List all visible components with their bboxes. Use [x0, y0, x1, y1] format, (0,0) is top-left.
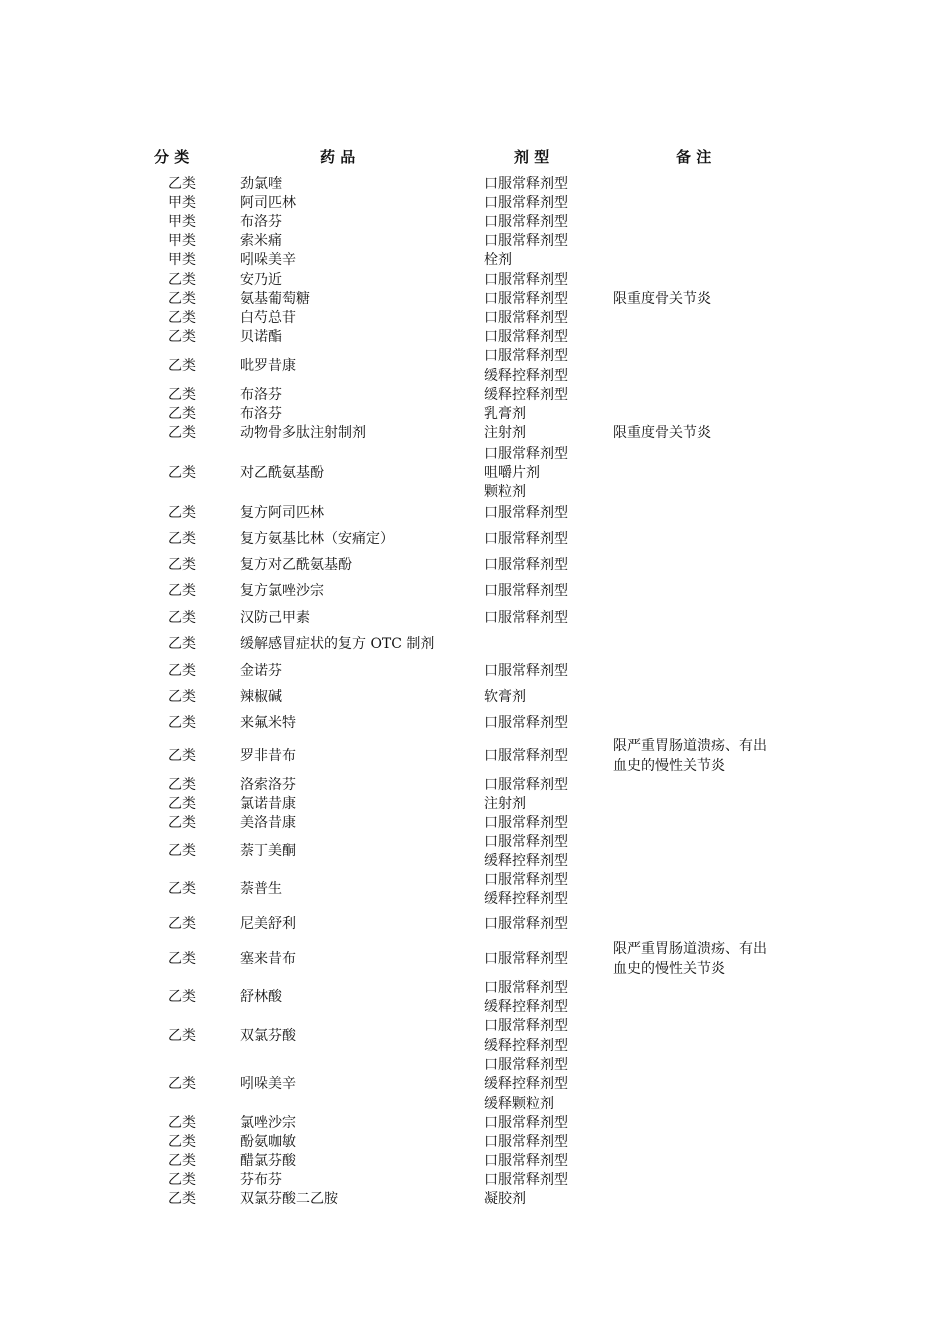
dosage-form-cell	[484, 251, 512, 271]
remarks-cell	[613, 530, 813, 549]
drug-name-cell: 复方阿司匹林	[240, 504, 324, 521]
header-dosage-form: 剂 型	[514, 148, 550, 166]
dosage-form-cell	[484, 175, 568, 194]
dosage-form-line: 口服常释剂型	[484, 776, 568, 793]
drug-name-cell: 复方氨基比林（安痛定）	[240, 530, 394, 547]
remarks-line: 血史的慢性关节炎	[613, 960, 725, 977]
dosage-form-line: 口服常释剂型	[484, 328, 568, 345]
drug-name-cell: 酚氨咖敏	[240, 1133, 296, 1150]
table-row	[0, 309, 950, 328]
dosage-form-cell	[484, 1190, 526, 1209]
dosage-form-line: 口服常释剂型	[484, 662, 568, 679]
category-cell: 乙类	[168, 1027, 196, 1044]
table-row	[0, 795, 950, 814]
dosage-form-cell	[484, 714, 568, 733]
dosage-form-line: 口服常释剂型	[484, 582, 568, 599]
table-row	[0, 530, 950, 549]
drug-name-cell: 罗非昔布	[240, 747, 296, 764]
dosage-form-line: 口服常释剂型	[484, 232, 568, 249]
remarks-cell	[613, 556, 813, 575]
remarks-line: 限重度骨关节炎	[613, 290, 711, 307]
dosage-form-cell	[484, 424, 526, 443]
category-cell: 乙类	[168, 747, 196, 764]
table-row	[0, 688, 950, 707]
drug-name-cell: 醋氯芬酸	[240, 1152, 296, 1169]
table-row	[0, 737, 950, 776]
dosage-form-cell	[484, 271, 568, 290]
table-row	[0, 328, 950, 347]
dosage-form-cell	[484, 290, 568, 309]
table-row	[0, 915, 950, 934]
dosage-form-cell	[484, 1056, 568, 1114]
dosage-form-cell	[484, 328, 568, 347]
dosage-form-line: 口服常释剂型	[484, 271, 568, 288]
drug-name-cell: 贝诺酯	[240, 328, 282, 345]
dosage-form-line: 缓释控释剂型	[484, 1037, 568, 1054]
category-cell: 乙类	[168, 915, 196, 932]
remarks-cell	[613, 1133, 813, 1152]
dosage-form-cell	[484, 609, 568, 628]
dosage-form-cell	[484, 309, 568, 328]
category-cell: 乙类	[168, 688, 196, 705]
drug-name-cell: 吲哚美辛	[240, 1076, 296, 1093]
category-cell: 乙类	[168, 843, 196, 860]
table-row	[0, 194, 950, 213]
drug-name-cell: 布洛芬	[240, 386, 282, 403]
remarks-cell	[613, 424, 813, 443]
table-row	[0, 1114, 950, 1133]
dosage-form-line: 口服常释剂型	[484, 530, 568, 547]
drug-name-cell: 双氯芬酸	[240, 1027, 296, 1044]
dosage-form-line: 口服常释剂型	[484, 979, 568, 996]
table-row	[0, 386, 950, 405]
dosage-form-line: 口服常释剂型	[484, 714, 568, 731]
dosage-form-line: 口服常释剂型	[484, 833, 568, 850]
drug-name-cell: 复方氯唑沙宗	[240, 582, 324, 599]
remarks-cell	[613, 504, 813, 523]
drug-name-cell: 吡罗昔康	[240, 357, 296, 374]
category-cell: 乙类	[168, 1114, 196, 1131]
category-cell: 乙类	[168, 530, 196, 547]
dosage-form-line: 口服常释剂型	[484, 445, 568, 462]
remarks-cell	[613, 979, 813, 1017]
table-row	[0, 290, 950, 309]
table-row	[0, 443, 950, 504]
drug-name-cell: 来氟米特	[240, 714, 296, 731]
remarks-line: 限严重胃肠道溃疡、有出	[613, 941, 767, 958]
drug-name-cell: 萘普生	[240, 881, 282, 898]
table-row	[0, 662, 950, 681]
header-remarks: 备 注	[676, 148, 712, 166]
remarks-cell	[613, 795, 813, 814]
dosage-form-line: 缓释控释剂型	[484, 853, 568, 869]
drug-name-cell: 动物骨多肽注射制剂	[240, 424, 366, 441]
dosage-form-line: 口服常释剂型	[484, 1171, 568, 1188]
dosage-form-line: 缓释控释剂型	[484, 367, 568, 384]
dosage-form-line: 口服常释剂型	[484, 1114, 568, 1131]
dosage-form-cell	[484, 386, 568, 405]
remarks-cell	[613, 290, 813, 309]
drug-name-cell: 吲哚美辛	[240, 252, 296, 269]
remarks-cell	[613, 737, 813, 776]
drug-name-cell: 氯诺昔康	[240, 795, 296, 812]
dosage-form-cell	[484, 915, 568, 934]
dosage-form-line: 口服常释剂型	[484, 1152, 568, 1169]
remarks-cell	[613, 1190, 813, 1209]
category-cell: 乙类	[168, 405, 196, 422]
drug-name-cell: 劲氯喹	[240, 175, 282, 192]
remarks-cell	[613, 251, 813, 271]
category-cell: 乙类	[168, 1076, 196, 1093]
dosage-form-line: 缓释控释剂型	[484, 999, 568, 1015]
dosage-form-line: 口服常释剂型	[484, 871, 568, 888]
category-cell: 乙类	[168, 881, 196, 898]
category-cell: 甲类	[168, 232, 196, 249]
table-row	[0, 609, 950, 628]
remarks-cell	[613, 1152, 813, 1171]
drug-name-cell: 缓解感冒症状的复方 OTC 制剂	[240, 635, 435, 652]
dosage-form-cell	[484, 688, 526, 707]
remarks-cell	[613, 271, 813, 290]
dosage-form-cell	[484, 556, 568, 575]
table-row	[0, 556, 950, 575]
remarks-cell	[613, 662, 813, 681]
dosage-form-cell	[484, 504, 568, 523]
dosage-form-cell	[484, 194, 568, 213]
dosage-form-line: 口服常释剂型	[484, 290, 568, 307]
drug-name-cell: 汉防己甲素	[240, 609, 310, 626]
remarks-cell	[613, 609, 813, 628]
dosage-form-cell	[484, 1133, 568, 1152]
table-row	[0, 1017, 950, 1056]
category-cell: 乙类	[168, 635, 196, 652]
remarks-cell	[613, 714, 813, 733]
dosage-form-line: 口服常释剂型	[484, 175, 568, 192]
dosage-form-cell	[484, 833, 568, 871]
drug-name-cell: 安乃近	[240, 271, 282, 288]
remarks-cell	[613, 635, 813, 654]
table-row	[0, 582, 950, 601]
remarks-cell	[613, 213, 813, 232]
table-row	[0, 814, 950, 833]
dosage-form-cell	[484, 405, 526, 424]
table-row	[0, 213, 950, 232]
remarks-cell	[613, 814, 813, 833]
dosage-form-line: 口服常释剂型	[484, 213, 568, 230]
drug-name-cell: 美洛昔康	[240, 814, 296, 831]
dosage-form-cell	[484, 232, 568, 251]
drug-name-cell: 阿司匹林	[240, 194, 296, 211]
category-cell: 乙类	[168, 609, 196, 626]
table-row	[0, 1133, 950, 1152]
category-cell: 乙类	[168, 795, 196, 812]
table-row	[0, 940, 950, 979]
category-cell: 甲类	[168, 213, 196, 230]
dosage-form-line: 口服常释剂型	[484, 1133, 568, 1150]
dosage-form-line: 凝胶剂	[484, 1190, 526, 1207]
dosage-form-line: 口服常释剂型	[484, 814, 568, 831]
category-cell: 乙类	[168, 386, 196, 403]
dosage-form-line: 缓释控释剂型	[484, 1076, 568, 1093]
table-row	[0, 232, 950, 251]
category-cell: 乙类	[168, 328, 196, 345]
category-cell: 乙类	[168, 814, 196, 831]
table-row	[0, 405, 950, 424]
dosage-form-cell	[484, 979, 568, 1017]
dosage-form-line: 口服常释剂型	[484, 1057, 568, 1074]
dosage-form-line: 口服常释剂型	[484, 950, 568, 967]
remarks-cell	[613, 582, 813, 601]
category-cell: 乙类	[168, 1171, 196, 1188]
table-row	[0, 251, 950, 271]
dosage-form-line: 缓释控释剂型	[484, 891, 568, 907]
dosage-form-line: 乳膏剂	[484, 405, 526, 422]
dosage-form-cell	[484, 940, 568, 979]
dosage-form-cell	[484, 1114, 568, 1133]
drug-name-cell: 氨基葡萄糖	[240, 290, 310, 307]
dosage-form-line: 软膏剂	[484, 688, 526, 705]
category-cell: 乙类	[168, 989, 196, 1006]
dosage-form-line: 口服常释剂型	[484, 747, 568, 764]
drug-name-cell: 舒林酸	[240, 989, 282, 1006]
category-cell: 乙类	[168, 1190, 196, 1207]
dosage-form-cell	[484, 582, 568, 601]
drug-name-cell: 萘丁美酮	[240, 843, 296, 860]
dosage-form-line: 缓释颗粒剂	[484, 1095, 554, 1112]
dosage-form-cell	[484, 443, 568, 504]
category-cell: 乙类	[168, 714, 196, 731]
table-row	[0, 1190, 950, 1209]
table-row	[0, 504, 950, 523]
remarks-cell	[613, 443, 813, 504]
dosage-form-line: 口服常释剂型	[484, 504, 568, 521]
drug-name-cell: 白芍总苷	[240, 309, 296, 326]
table-row	[0, 1056, 950, 1114]
category-cell: 乙类	[168, 290, 196, 307]
remarks-cell	[613, 833, 813, 871]
remarks-cell	[613, 776, 813, 795]
remarks-cell	[613, 940, 813, 979]
dosage-form-line: 注射剂	[484, 424, 526, 441]
drug-name-cell: 布洛芬	[240, 405, 282, 422]
remarks-cell	[613, 405, 813, 424]
category-cell: 乙类	[168, 357, 196, 374]
table-row	[0, 1152, 950, 1171]
category-cell: 乙类	[168, 776, 196, 793]
dosage-form-cell	[484, 1017, 568, 1056]
table-row	[0, 871, 950, 909]
drug-name-cell: 对乙酰氨基酚	[240, 464, 324, 481]
drug-name-cell: 辣椒碱	[240, 688, 282, 705]
table-row	[0, 635, 950, 654]
header-drug: 药 品	[320, 148, 356, 166]
category-cell: 乙类	[168, 271, 196, 288]
remarks-cell	[613, 328, 813, 347]
category-cell: 乙类	[168, 1152, 196, 1169]
category-cell: 乙类	[168, 464, 196, 481]
table-row	[0, 347, 950, 386]
drug-name-cell: 芬布芬	[240, 1171, 282, 1188]
drug-name-cell: 尼美舒利	[240, 915, 296, 932]
category-cell: 乙类	[168, 504, 196, 521]
remarks-cell	[613, 871, 813, 909]
remarks-line: 限严重胃肠道溃疡、有出	[613, 738, 767, 755]
dosage-form-cell	[484, 795, 526, 814]
dosage-form-cell	[484, 871, 568, 909]
category-cell: 乙类	[168, 556, 196, 573]
dosage-form-cell	[484, 213, 568, 232]
category-cell: 乙类	[168, 950, 196, 967]
remarks-cell	[613, 1056, 813, 1114]
remarks-cell	[613, 688, 813, 707]
remarks-line: 血史的慢性关节炎	[613, 757, 725, 774]
remarks-cell	[613, 347, 813, 386]
category-cell: 乙类	[168, 424, 196, 441]
table-row	[0, 424, 950, 443]
dosage-form-line: 注射剂	[484, 795, 526, 812]
dosage-form-cell	[484, 1171, 568, 1190]
category-cell: 乙类	[168, 662, 196, 679]
remarks-cell	[613, 386, 813, 405]
category-cell: 乙类	[168, 582, 196, 599]
dosage-form-cell	[484, 776, 568, 795]
dosage-form-cell	[484, 347, 568, 386]
remarks-line: 限重度骨关节炎	[613, 424, 711, 441]
category-cell: 乙类	[168, 309, 196, 326]
dosage-form-line: 口服常释剂型	[484, 915, 568, 932]
table-row	[0, 271, 950, 290]
dosage-form-cell	[484, 530, 568, 549]
remarks-cell	[613, 232, 813, 251]
table-row	[0, 175, 950, 194]
dosage-form-cell	[484, 1152, 568, 1171]
drug-name-cell: 塞来昔布	[240, 950, 296, 967]
dosage-form-line: 口服常释剂型	[484, 556, 568, 573]
category-cell: 乙类	[168, 175, 196, 192]
remarks-cell	[613, 175, 813, 194]
remarks-cell	[613, 1017, 813, 1056]
dosage-form-cell	[484, 814, 568, 833]
dosage-form-cell	[484, 662, 568, 681]
drug-name-cell: 索米痛	[240, 232, 282, 249]
table-row	[0, 1171, 950, 1190]
drug-name-cell: 双氯芬酸二乙胺	[240, 1190, 338, 1207]
dosage-form-line: 缓释控释剂型	[484, 386, 568, 403]
category-cell: 甲类	[168, 252, 196, 269]
dosage-form-line: 咀嚼片剂	[484, 464, 540, 481]
table-row	[0, 714, 950, 733]
remarks-cell	[613, 309, 813, 328]
dosage-form-line: 栓剂	[484, 252, 512, 269]
table-row	[0, 776, 950, 795]
dosage-form-cell	[484, 737, 568, 776]
remarks-cell	[613, 194, 813, 213]
category-cell: 乙类	[168, 1133, 196, 1150]
drug-name-cell: 氯唑沙宗	[240, 1114, 296, 1131]
remarks-cell	[613, 915, 813, 934]
drug-name-cell: 布洛芬	[240, 213, 282, 230]
remarks-cell	[613, 1171, 813, 1190]
table-row	[0, 833, 950, 871]
dosage-form-line: 口服常释剂型	[484, 609, 568, 626]
dosage-form-line: 口服常释剂型	[484, 1018, 568, 1035]
dosage-form-line: 口服常释剂型	[484, 309, 568, 326]
drug-name-cell: 复方对乙酰氨基酚	[240, 556, 352, 573]
remarks-cell	[613, 1114, 813, 1133]
category-cell: 甲类	[168, 194, 196, 211]
header-category: 分 类	[154, 148, 190, 166]
dosage-form-line: 口服常释剂型	[484, 194, 568, 211]
drug-name-cell: 洛索洛芬	[240, 776, 296, 793]
table-row	[0, 979, 950, 1017]
dosage-form-line: 口服常释剂型	[484, 348, 568, 365]
dosage-form-line: 颗粒剂	[484, 484, 526, 501]
drug-name-cell: 金诺芬	[240, 662, 282, 679]
